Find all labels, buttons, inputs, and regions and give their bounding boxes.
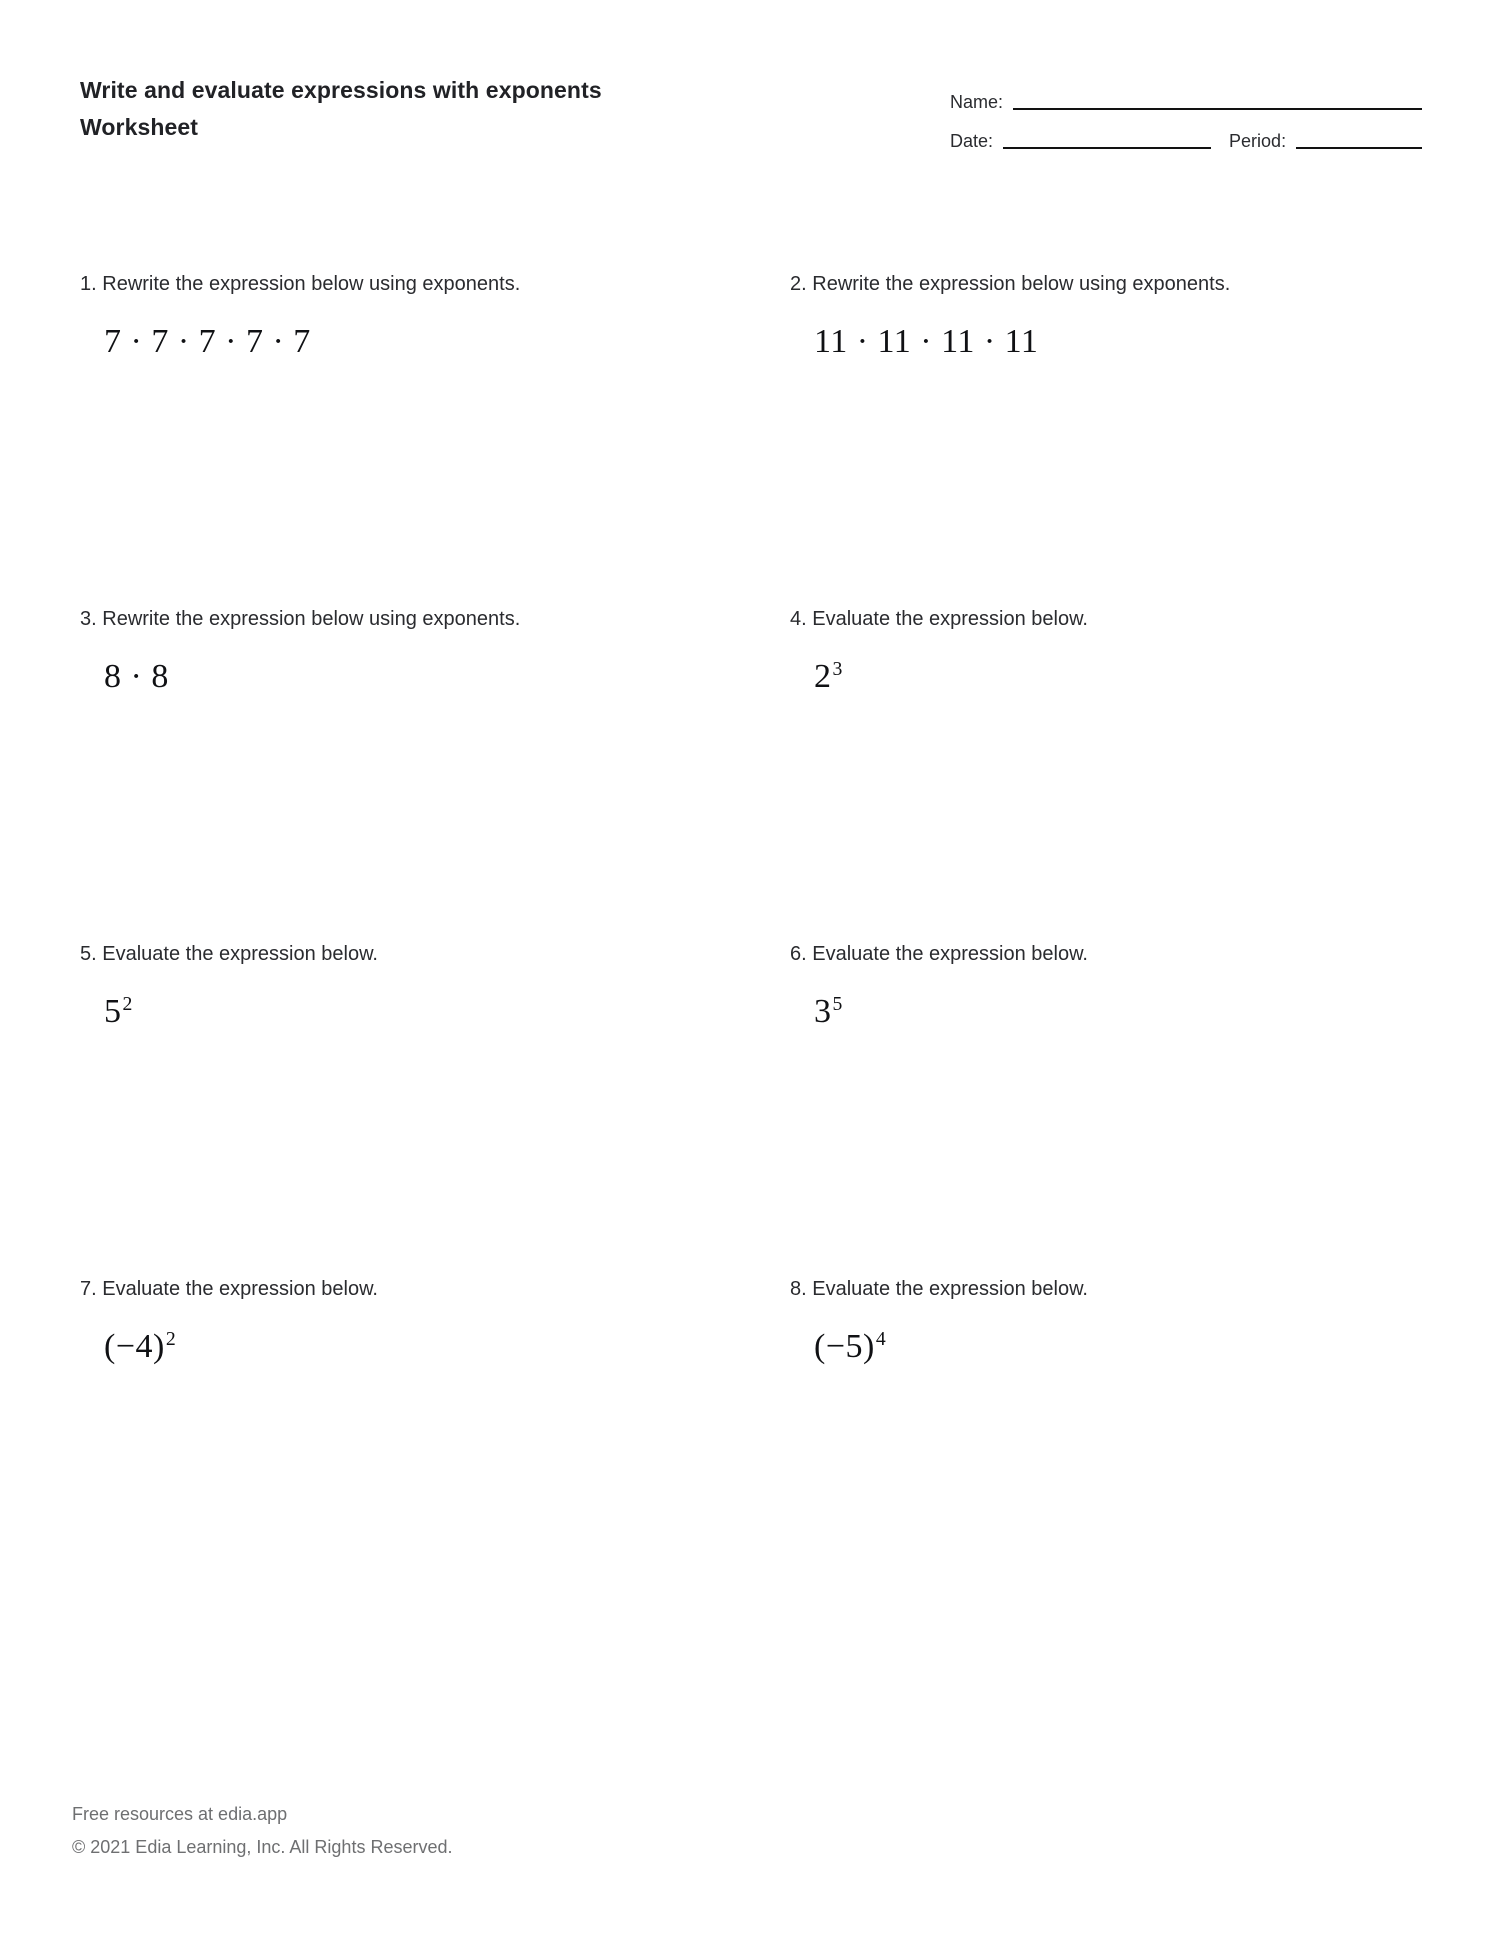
expression-exponent: 3 — [832, 657, 843, 680]
period-label: Period: — [1229, 131, 1287, 151]
name-label: Name: — [950, 92, 1004, 112]
problem-expression — [790, 322, 1422, 366]
problem-question: Evaluate the expression below. — [102, 943, 378, 965]
problem-prompt — [790, 270, 1422, 298]
problem-number: 2. — [790, 273, 807, 295]
problem-question: Evaluate the expression below. — [102, 1278, 378, 1300]
problem-prompt — [790, 605, 1422, 633]
date-label: Date: — [950, 131, 994, 151]
problem-expression — [790, 657, 1422, 701]
problem-number: 4. — [790, 608, 807, 630]
problem-question: Evaluate the expression below. — [812, 1278, 1088, 1300]
expression-base: 11 · 11 · 11 · 11 — [814, 323, 1039, 360]
problem-item — [80, 268, 790, 603]
problem-question: Rewrite the expression below using exponents. — [812, 273, 1231, 295]
problem-expression — [80, 992, 790, 1036]
problem-number: 7. — [80, 1278, 97, 1300]
expression-exponent: 5 — [832, 992, 843, 1015]
footer-copyright-text: © 2021 Edia Learning, Inc. All Rights Reserved. — [72, 1837, 453, 1857]
problem-question: Rewrite the expression below using exponents. — [102, 273, 521, 295]
problem-prompt — [790, 1275, 1422, 1303]
problem-expression — [80, 322, 790, 366]
student-info-block — [950, 88, 1422, 153]
page-footer — [72, 1798, 452, 1864]
problems-grid — [80, 268, 1422, 1608]
problem-item — [80, 1273, 790, 1608]
expression-base: (−4) — [104, 1328, 165, 1365]
name-row — [950, 88, 1422, 114]
period-blank-line — [1296, 147, 1422, 149]
problem-number: 1. — [80, 273, 97, 295]
worksheet-title-line1: Write and evaluate expressions with exponents — [80, 77, 602, 103]
problem-number: 6. — [790, 943, 807, 965]
problem-item — [80, 603, 790, 938]
problem-prompt — [80, 940, 790, 968]
problem-prompt — [80, 270, 790, 298]
expression-exponent: 2 — [165, 1327, 177, 1350]
expression-base: 3 — [814, 993, 832, 1030]
problem-prompt — [790, 940, 1422, 968]
date-blank-line — [1003, 147, 1211, 149]
problem-expression — [80, 1327, 790, 1371]
expression-base: 5 — [104, 993, 122, 1030]
problem-item — [790, 938, 1422, 1273]
problem-number: 3. — [80, 608, 97, 630]
worksheet-title — [80, 72, 602, 146]
expression-base: 2 — [814, 658, 832, 695]
problem-question: Evaluate the expression below. — [812, 943, 1088, 965]
worksheet-title-line2: Worksheet — [80, 114, 199, 140]
problem-item — [790, 268, 1422, 603]
footer-resources-text: Free resources at edia.app — [72, 1804, 288, 1824]
problem-expression — [790, 1327, 1422, 1371]
expression-base: (−5) — [814, 1328, 875, 1365]
expression-exponent: 4 — [875, 1327, 887, 1350]
problem-number: 8. — [790, 1278, 807, 1300]
problem-expression — [790, 992, 1422, 1036]
problem-question: Evaluate the expression below. — [812, 608, 1088, 630]
problem-prompt — [80, 605, 790, 633]
expression-base: 8 · 8 — [104, 658, 169, 695]
name-blank-line — [1013, 108, 1422, 110]
date-period-row — [950, 127, 1422, 153]
problem-item — [790, 603, 1422, 938]
problem-item — [80, 938, 790, 1273]
problem-question: Rewrite the expression below using exponents. — [102, 608, 521, 630]
problem-expression — [80, 657, 790, 701]
problem-item — [790, 1273, 1422, 1608]
expression-base: 7 · 7 · 7 · 7 · 7 — [104, 323, 311, 360]
problem-prompt — [80, 1275, 790, 1303]
problem-number: 5. — [80, 943, 97, 965]
expression-exponent: 2 — [122, 992, 133, 1015]
